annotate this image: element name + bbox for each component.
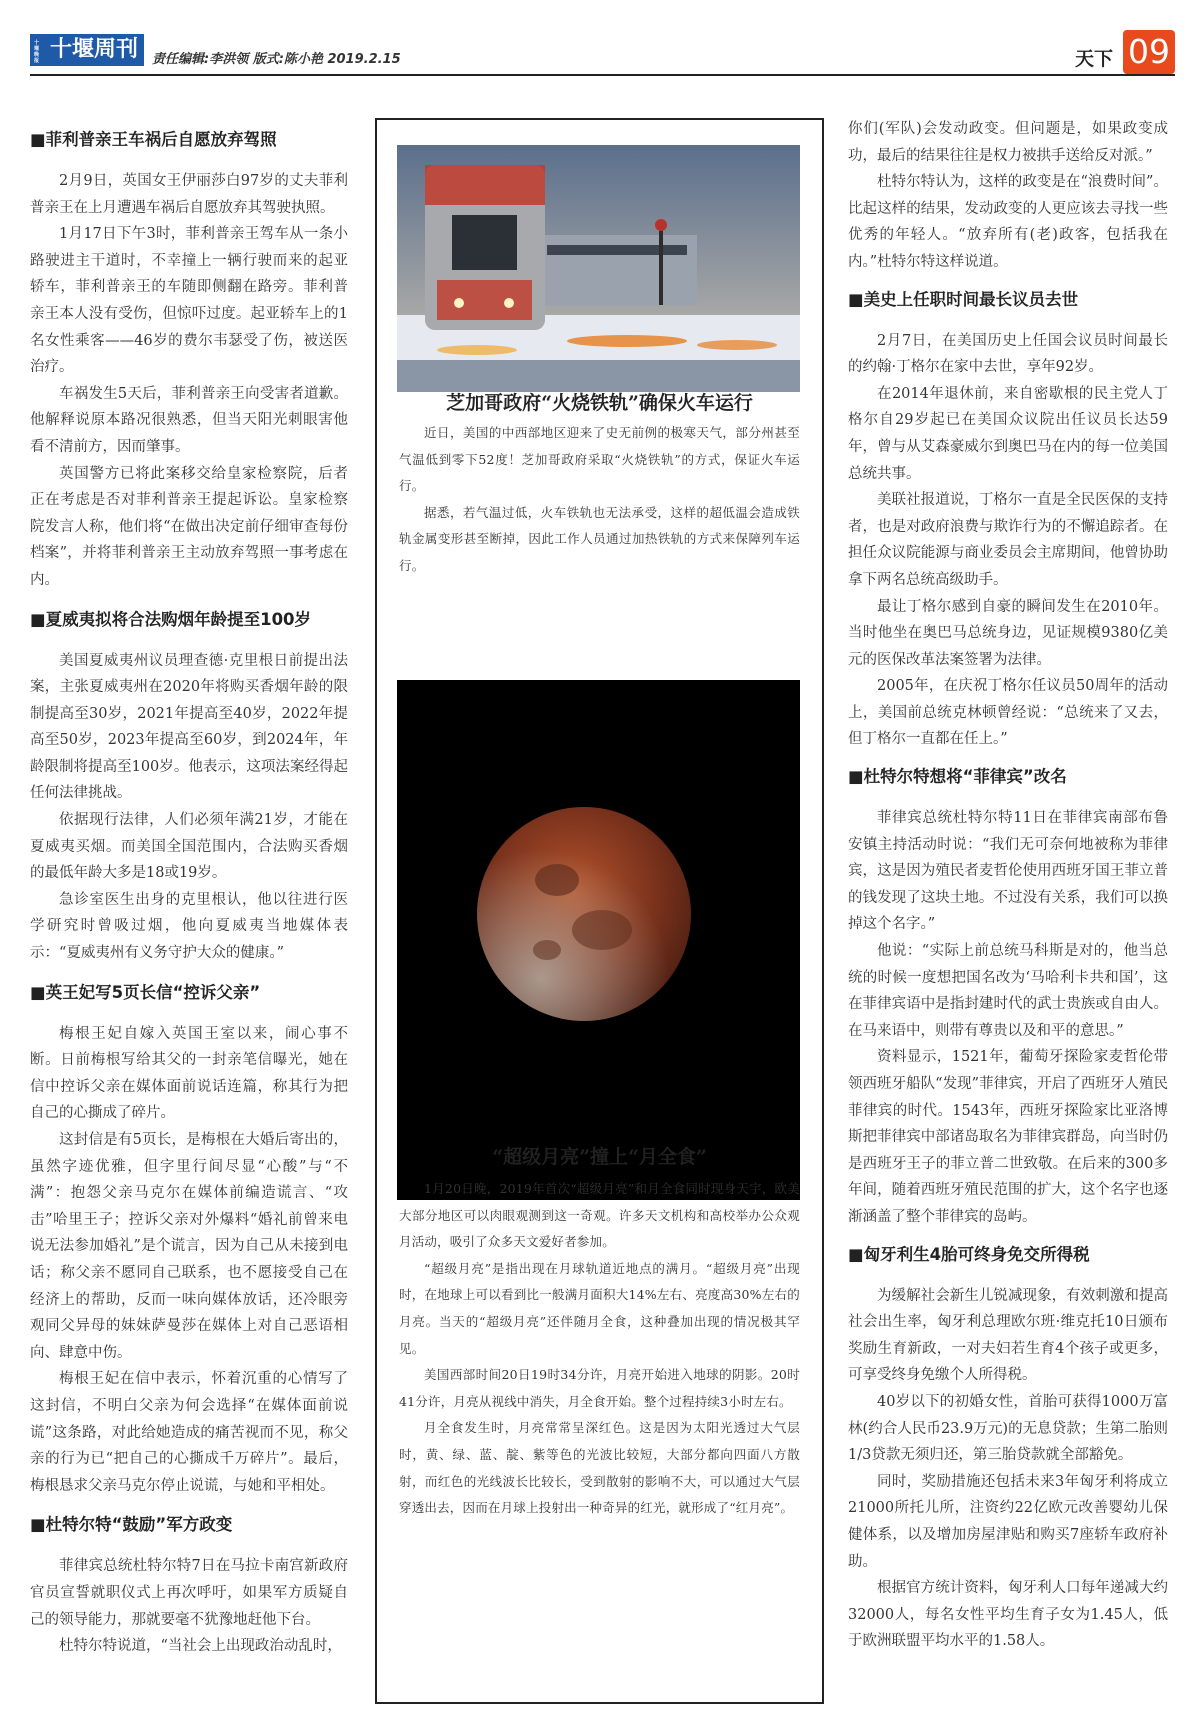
feature-text <box>399 1176 800 1522</box>
feature-title: “超级月亮”撞上“月全食” <box>492 1146 707 1168</box>
paragraph: “超级月亮”是指出现在月球轨道近地点的满月。“超级月亮”出现时，在地球上可以看到比一般满月面积大14%左右、亮度高30%左右的月亮。当天的“超级月亮”还伴随月全食，这种叠加出现的情况极其罕见。 <box>399 1260 800 1356</box>
paragraph: 梅根王妃在信中表示，怀着沉重的心情写了这封信，不明白父亲为何会选择“在媒体面前说谎”这条路，对此给她造成的痛苦视而不见，称父亲的行为已“把自己的心撕成千万碎片”。最后，梅根恳求父亲马克尔停止说谎，与她和平相处。 <box>30 1371 348 1494</box>
page-number: 09 <box>1123 30 1175 74</box>
feature-text <box>399 420 800 580</box>
paragraph: 这封信是有5页长，是梅根在大婚后寄出的，虽然字迹优雅，但字里行间尽显“心酸”与“不满”：抱怨父亲马克尔在媒体前编造谎言、“攻击”哈里王子；控诉父亲对外爆料“婚礼前曾来电说无法参加婚礼”是个谎言，因为自己从未接到电话；称父亲不愿同自己联系，也不愿接受自己在经济上的帮助，反而一味向媒体放话，还冷眼旁观同父异母的妹妹萨曼莎在媒体上对自己恶语相向、肆意中伤。 <box>30 1132 348 1361</box>
article-title: ■杜特尔特“鼓励”军方政变 <box>30 1515 233 1535</box>
moon-photo-illustration <box>397 680 800 1200</box>
article-title: ■美史上任职时间最长议员去世 <box>848 289 1079 309</box>
left-column <box>30 128 348 1660</box>
masthead-logo <box>30 34 144 66</box>
article-title: ■匈牙利生4胎可终身免交所得税 <box>848 1244 1090 1264</box>
paragraph: 近日，美国的中西部地区迎来了史无前例的极寒天气，部分州甚至气温低到零下52度！芝加哥政府采取“火烧铁轨”的方式，保证火车运行。 <box>399 425 800 494</box>
paragraph: 车祸发生5天后，菲利普亲王向受害者道歉。他解释说原本路况很熟悉，但当天阳光刺眼害他看不清前方，因而肇事。 <box>30 385 348 455</box>
paragraph: 同时，奖励措施还包括未来3年匈牙利将成立21000所托儿所，注资约22亿欧元改善婴幼儿保健体系，以及增加房屋津贴和购买7座轿车政府补助。 <box>848 1473 1168 1570</box>
masthead-title: 十堰周刊 <box>49 37 138 62</box>
paragraph: 梅根王妃自嫁入英国王室以来，闹心事不断。日前梅根写给其父的一封亲笔信曝光，她在信中控诉父亲在媒体面前说话连篇，称其行为把自己的心撕成了碎片。 <box>30 1025 348 1122</box>
paragraph: 资料显示，1521年，葡萄牙探险家麦哲伦带领西班牙船队“发现”菲律宾，开启了西班牙人殖民菲律宾的时代。1543年，西班牙探险家比亚洛博斯把菲律宾中部诸岛取名为菲律宾群岛，向当时仍是西班牙王子的菲立普二世致敬。在后来的300多年间，随着西班牙殖民范围的扩大，这个名字也逐渐涵盖了整个菲律宾的岛屿。 <box>848 1049 1168 1225</box>
paragraph: 根据官方统计资料，匈牙利人口每年递减大约32000人，每名女性平均生育子女为1.45人，低于欧洲联盟平均水平的1.58人。 <box>848 1580 1168 1650</box>
paragraph: 在2014年退休前，来自密歇根的民主党人丁格尔自29岁起已在美国众议院出任议员长达59年，曾与从艾森豪威尔到奥巴马在内的每一位美国总统共事。 <box>848 385 1168 482</box>
editor-line: 责任编辑:李洪领 版式:陈小艳 2019.2.15 <box>152 52 401 67</box>
train-photo-illustration <box>397 145 800 392</box>
masthead-small-text: 十堰晚报 <box>34 40 40 64</box>
paragraph: 2月9日，英国女王伊丽莎白97岁的丈夫菲利普亲王在上月遭遇车祸后自愿放弃其驾驶执照。 <box>30 173 348 216</box>
paragraph: 据悉，若气温过低，火车铁轨也无法承受，这样的超低温会造成铁轨金属变形甚至断掉，因此工作人员通过加热铁轨的方式来保障列车运行。 <box>399 504 800 573</box>
train-photo <box>397 145 800 392</box>
paragraph: 1月17日下午3时，菲利普亲王驾车从一条小路驶进主干道时，不幸撞上一辆行驶而来的起亚轿车，菲利普亲王的车随即侧翻在路旁。菲利普亲王本人没有受伤，但惊吓过度。起亚轿车上的1名女性乘客——46岁的费尔韦瑟受了伤，被送医治疗。 <box>30 226 348 376</box>
paragraph: 月全食发生时，月亮常常呈深红色。这是因为太阳光透过大气层时，黄、绿、蓝、靛、紫等色的光波比较短，大部分都向四面八方散射，而红色的光线波长比较长，受到散射的影响不大，可以通过大气层穿透出去，因而在月球上投射出一种奇异的红光，就形成了“红月亮”。 <box>399 1420 800 1516</box>
article-title: ■菲利普亲王车祸后自愿放弃驾照 <box>30 130 277 149</box>
section-name: 天下 <box>1074 48 1113 70</box>
paragraph: 英国警方已将此案移交给皇家检察院，后者正在考虑是否对菲利普亲王提起诉讼。皇家检察院发言人称，他们将“在做出决定前仔细审查每份档案”，并将菲利普亲王主动放弃驾照一事考虑在内。 <box>30 465 348 588</box>
header-rule <box>30 74 1175 76</box>
paragraph: 菲律宾总统杜特尔特7日在马拉卡南宫新政府官员宣誓就职仪式上再次呼吁，如果军方质疑自己的领导能力，那就要毫不犹豫地赶他下台。 <box>30 1558 348 1628</box>
paragraph: 杜特尔特说道，“当社会上出现政治动乱时， <box>59 1638 342 1655</box>
feature-box <box>375 118 824 1704</box>
paragraph: 为缓解社会新生儿锐减现象，有效刺激和提高社会出生率，匈牙利总理欧尔班·维克托10日颁布奖励生育新政，一对夫妇若生育4个孩子或更多，可享受终身免缴个人所得税。 <box>848 1287 1168 1384</box>
right-column <box>848 116 1168 1655</box>
paragraph: 他说：“实际上前总统马科斯是对的，他当总统的时候一度想把国名改为‘马哈利卡共和国’，这在菲律宾语中是指封建时代的武士贵族或自由人。在马来语中，则带有尊贵以及和平的意思。” <box>848 943 1168 1039</box>
paragraph: 最让丁格尔感到自豪的瞬间发生在2010年。当时他坐在奥巴马总统身边，见证规模9380亿美元的医保改革法案签署为法律。 <box>848 598 1168 668</box>
paragraph: 依据现行法律，人们必须年满21岁，才能在夏威夷买烟。而美国全国范围内，合法购买香烟的最低年龄大多是18或19岁。 <box>30 812 348 882</box>
paragraph: 2005年，在庆祝丁格尔任议员50周年的活动上，美国前总统克林顿曾经说：“总统来了又去，但丁格尔一直都在任上。” <box>848 678 1168 748</box>
paragraph: 1月20日晚，2019年首次“超级月亮”和月全食同时现身天宇，欧美大部分地区可以肉眼观测到这一奇观。许多天文机构和高校举办公众观月活动，吸引了众多天文爱好者参加。 <box>399 1181 800 1250</box>
paragraph: 美国西部时间20日19时34分许，月亮开始进入地球的阴影。20时41分许，月亮从视线中消失，月全食开始。整个过程持续3小时左右。 <box>399 1367 800 1409</box>
moon-photo <box>397 680 800 1200</box>
paragraph: 美国夏威夷州议员理查德·克里根日前提出法案，主张夏威夷州在2020年将购买香烟年龄的限制提高至30岁，2021年提高至40岁，2022年提高至50岁，2023年提高至60岁，到2024年，年龄限制将提高至100岁。他表示，这项法案经得起任何法律挑战。 <box>30 652 348 802</box>
paragraph: 急诊室医生出身的克里根认，他以往进行医学研究时曾吸过烟，他向夏威夷当地媒体表示：“夏威夷州有义务守护大众的健康。” <box>30 891 348 962</box>
paragraph: 杜特尔特认为，这样的政变是在“浪费时间”。比起这样的结果，发动政变的人更应该去寻找一些优秀的年轻人。“放弃所有(老)政客，包括我在内。”杜特尔特这样说道。 <box>848 174 1168 270</box>
paragraph: 40岁以下的初婚女性，首胎可获得1000万富林(约合人民币23.9万元)的无息贷款；生第二胎则1/3贷款无须归还，第三胎贷款就全部豁免。 <box>848 1393 1168 1464</box>
page-header <box>30 30 1175 72</box>
article-title: ■杜特尔特想将“菲律宾”改名 <box>848 767 1067 787</box>
article-title: ■英王妃写5页长信“控诉父亲” <box>30 982 261 1002</box>
paragraph: 菲律宾总统杜特尔特11日在菲律宾南部布鲁安镇主持活动时说：“我们无可奈何地被称为菲律宾，这是因为殖民者麦哲伦使用西班牙国王菲立普的钱发现了这块土地。不过没有关系，我们可以换掉这个名字。” <box>848 810 1168 933</box>
feature-title: 芝加哥政府“火烧铁轨”确保火车运行 <box>446 392 753 414</box>
article-title: ■夏威夷拟将合法购烟年龄提至100岁 <box>30 609 312 629</box>
paragraph: 2月7日，在美国历史上任国会议员时间最长的约翰·丁格尔在家中去世，享年92岁。 <box>848 332 1168 376</box>
paragraph: 你们(军队)会发动政变。但问题是，如果政变成功，最后的结果往往是权力被拱手送给反对派。” <box>848 121 1168 164</box>
paragraph: 美联社报道说，丁格尔一直是全民医保的支持者，也是对政府浪费与欺诈行为的不懈追踪者。在担任众议院能源与商业委员会主席期间，他曾协助拿下两名总统高级助手。 <box>848 492 1168 588</box>
